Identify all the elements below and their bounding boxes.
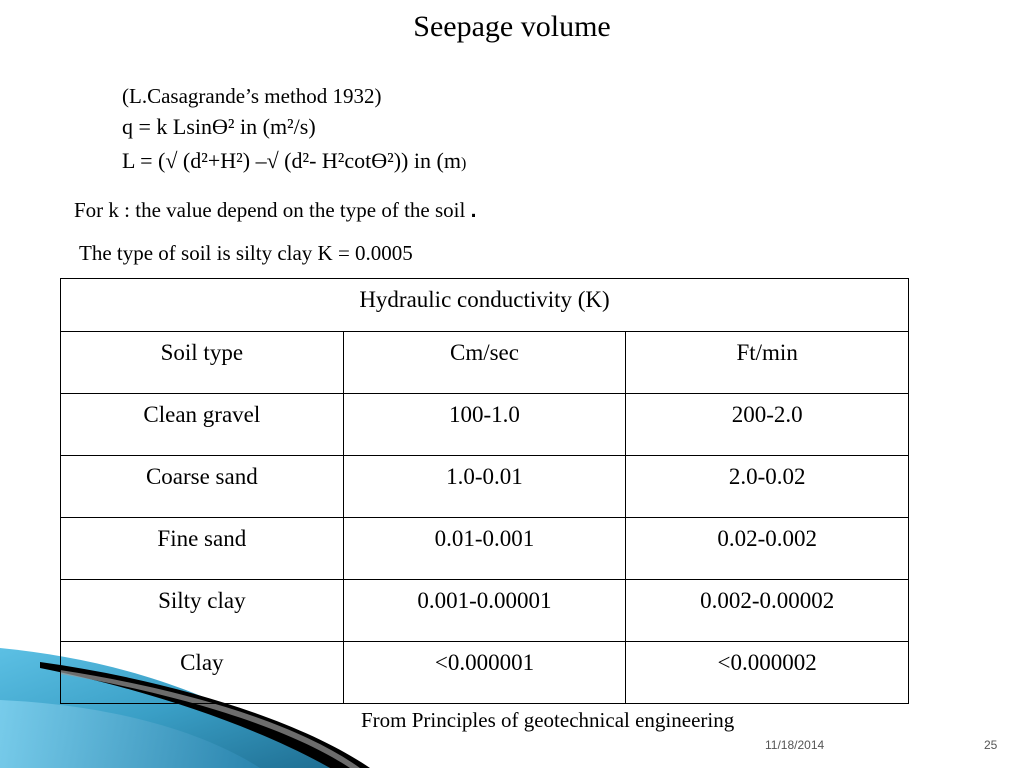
slide-number: 25: [984, 738, 998, 752]
table-cell: Coarse sand: [61, 456, 344, 518]
k-note-dot: .: [470, 199, 477, 222]
table-cell: 0.02-0.002: [626, 518, 909, 580]
table-cell: 100-1.0: [343, 394, 626, 456]
table-cell: Clean gravel: [61, 394, 344, 456]
table-header-row: [61, 332, 909, 394]
header-ft-min: Ft/min: [626, 332, 909, 394]
soil-note: The type of soil is silty clay K = 0.0005: [79, 241, 413, 265]
table-cell: 0.001-0.00001: [343, 580, 626, 642]
table-cell: Silty clay: [61, 580, 344, 642]
table-row: [61, 456, 909, 518]
formula-l: [122, 148, 466, 174]
table-cell: 1.0-0.01: [343, 456, 626, 518]
table-cell: 0.002-0.00002: [626, 580, 909, 642]
table-row: [61, 580, 909, 642]
hydraulic-conductivity-table: [60, 278, 909, 704]
table-caption: Hydraulic conductivity (K): [61, 279, 909, 332]
header-soil-type: Soil type: [61, 332, 344, 394]
table-cell: Fine sand: [61, 518, 344, 580]
table-cell: <0.000001: [343, 642, 626, 704]
k-note: [74, 198, 476, 223]
footer-date: 11/18/2014: [765, 738, 825, 752]
table-cell: 200-2.0: [626, 394, 909, 456]
method-note: (L.Casagrande’s method 1932): [122, 84, 382, 108]
table-caption-row: [61, 279, 909, 332]
formula-l-main: L = (√ (d²+H²) –√ (d²- H²cotϴ²)) in (m: [122, 148, 461, 173]
formula-l-end: ): [460, 155, 467, 172]
k-note-text: For k : the value depend on the type of the soil: [74, 198, 471, 222]
table-cell: 0.01-0.001: [343, 518, 626, 580]
table-cell: Clay: [61, 642, 344, 704]
slide-title: Seepage volume: [413, 10, 611, 43]
table-cell: 2.0-0.02: [626, 456, 909, 518]
table-row: [61, 642, 909, 704]
source-citation: From Principles of geotechnical engineering: [361, 708, 735, 732]
table-row: [61, 394, 909, 456]
formula-q: q = k Lsinϴ² in (m²/s): [122, 114, 316, 139]
table-row: [61, 518, 909, 580]
header-cm-sec: Cm/sec: [343, 332, 626, 394]
table-cell: <0.000002: [626, 642, 909, 704]
